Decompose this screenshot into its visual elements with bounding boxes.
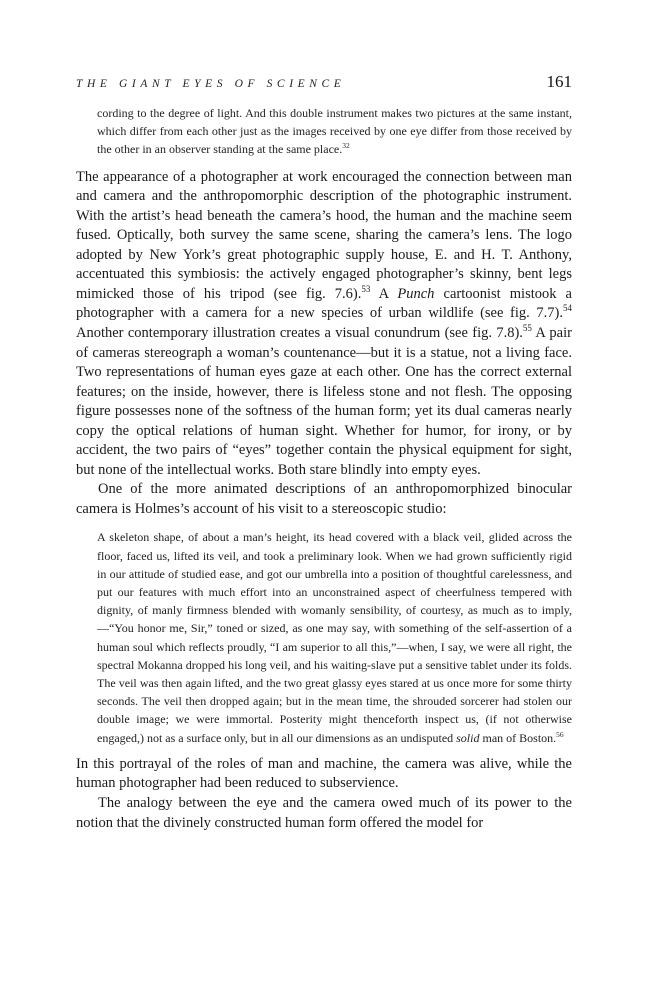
- paragraph-text: One of the more animated descriptions of an anthropomorphized binocular camera is Holmes’s account of his visit to a stereoscopic studio:: [76, 481, 572, 517]
- body-paragraph: [76, 168, 572, 481]
- quote-text: man of Boston.: [479, 730, 557, 745]
- body-paragraph: [76, 755, 572, 794]
- body-paragraph: [76, 480, 572, 519]
- italic-emphasis: solid: [456, 730, 480, 745]
- block-quote-continued: [97, 104, 572, 159]
- quote-text: cording to the degree of light. And this double instrument makes two pictures at the same instant, which differ from each other just as the images received by one eye differ from those received by the other in an observer standing at the same place.: [97, 106, 572, 157]
- quote-text: A skeleton shape, of about a man’s height, its head covered with a black veil, glided across the floor, faced us, lifted its veil, and took a preliminary look. When we had grown sufficiently rigid in our attitude of studied ease, and got our umbrella into a position of thoughtful carelessness, and put our features with much effort into an unconstrained aspect of cheerfulness tempered with dignity, of manly firmness blended with womanly sensibility, of courtesy, as much as to imply,—“You honor me, Sir,” toned or sized, as one may say, with something of the self-assertion of a human soul which reflects proudly, “I am superior to all this,”—when, I say, we were all right, the spectral Mokanna dropped his long veil, and his waiting-slave put a sensitive tablet under its folds. The veil was then again lifted, and the two great glassy eyes stared at us once more for some thirty seconds. The veil then dropped again; but in the mean time, the shrouded sorcerer had stolen our double image; we were immortal. Posterity might thenceforth inspect us, (if not otherwise engaged,) not as a surface only, but in all our dimensions as an undisputed: [97, 530, 572, 745]
- paragraph-text: The analogy between the eye and the camera owed much of its power to the notion that the divinely constructed human form offered the model for: [76, 794, 572, 831]
- footnote-ref: 54: [563, 303, 572, 314]
- paragraph-text: Another contemporary illustration creates a visual conundrum (see fig. 7.8).: [76, 324, 523, 341]
- block-quote: [97, 528, 572, 746]
- running-header: [76, 72, 572, 100]
- footnote-ref: 55: [522, 323, 532, 334]
- book-page: [76, 72, 572, 833]
- paragraph-text: In this portrayal of the roles of man and machine, the camera was alive, while the human photographer had been reduced to subservience.: [76, 755, 572, 792]
- page-number: 161: [546, 72, 572, 91]
- italic-title: Punch: [397, 285, 435, 302]
- footnote-ref: 53: [361, 284, 371, 295]
- paragraph-text: cartoonist mistook a photographer with a camera for a new species of urban wildlife (see fig. 7.7).: [76, 285, 572, 322]
- paragraph-text: The appearance of a photographer at work encouraged the connection between man and camera and the anthropomorphic description of the photographic instrument. With the artist’s head beneath the camera’s hood, the human and the machine seem fused. Optically, both survey the same scene, sharing the camera’s lens. The logo adopted by New York’s great photographic supply house, E. and H. T. Anthony, accentuated this symbiosis: the actively engaged photographer’s skinny, bent legs mimicked those of his tripod (see fig. 7.6).: [76, 168, 572, 302]
- footnote-ref: 56: [556, 729, 564, 739]
- paragraph-text: A: [370, 285, 398, 302]
- paragraph-text: A pair of cameras stereograph a woman’s countenance—but it is a statue, not a living face. Two representations of human eyes gaze at each other. One has the correct external features; on the inside, however, there is lifeless stone and not flesh. The opposing figure possesses none of the softness of the human form; yet its dual cameras nearly copy the optical relations of human sight. Whether for humor, for irony, or by accident, the two pairs of “eyes” together contain the physical equipment for sight, but none of the intellectual works. Both stare blindly into empty eyes.: [76, 324, 572, 478]
- footnote-ref: 32: [342, 141, 350, 151]
- body-paragraph: [76, 794, 572, 833]
- running-title: THE GIANT EYES OF SCIENCE: [76, 78, 346, 90]
